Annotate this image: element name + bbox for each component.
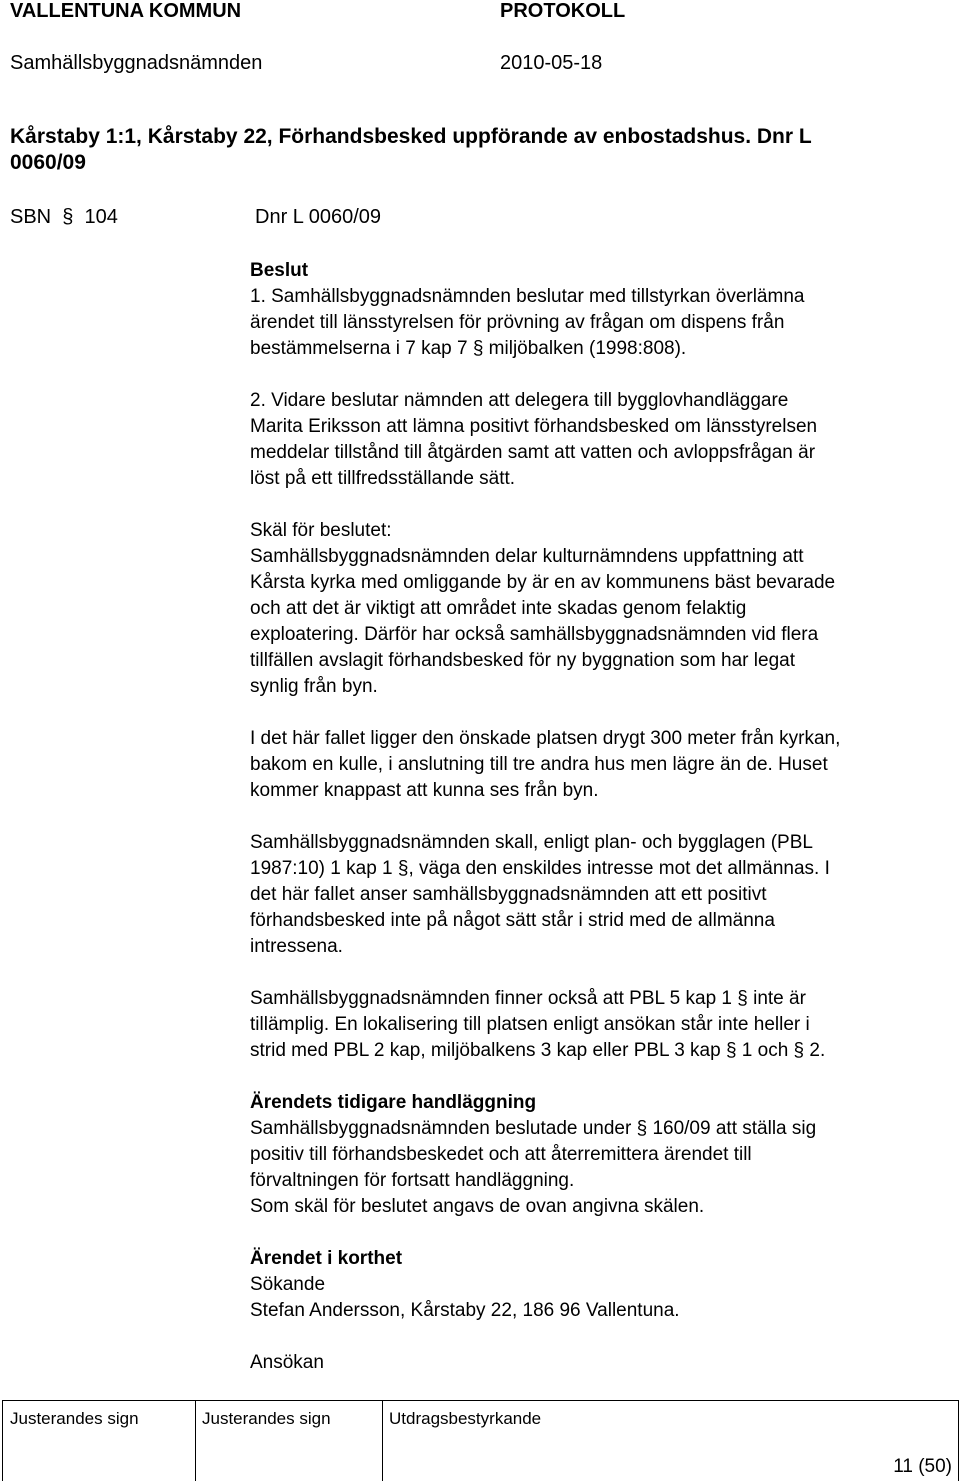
tidigare-section <box>250 1090 960 1220</box>
text-line: det här fallet anser samhällsbyggnadsnämnden att ett positivt <box>250 884 767 905</box>
skal-heading: Skäl för beslutet: <box>250 520 392 541</box>
dnr-reference: Dnr L 0060/09 <box>255 206 382 228</box>
text-line: strid med PBL 2 kap, miljöbalkens 3 kap eller PBL 3 kap § 1 och § 2. <box>250 1040 826 1061</box>
sokande-value: Stefan Andersson, Kårstaby 22, 186 96 Vallentuna. <box>250 1300 680 1321</box>
text-line: bakom en kulle, i anslutning till tre andra hus men lägre än de. Huset <box>250 754 828 775</box>
text-line: och att det är viktigt att området inte skadas genom felaktig <box>250 598 747 619</box>
signature-table <box>2 1400 959 1481</box>
text-line: ärendet till länsstyrelsen för prövning av frågan om dispens från <box>250 312 785 333</box>
text-line: förhandsbesked inte på något sätt står i strid med de allmänna <box>250 910 775 931</box>
beslut-item-2 <box>250 388 960 492</box>
organization-name: VALLENTUNA KOMMUN <box>10 0 242 22</box>
text-line: kommer knappast att kunna ses från byn. <box>250 780 599 801</box>
justerandes-sign-label: Justerandes sign <box>10 1409 139 1428</box>
sbn-number: 104 <box>84 206 118 228</box>
text-line: synlig från byn. <box>250 676 378 697</box>
sokande-label: Sökande <box>250 1274 326 1295</box>
text-line: 2. Vidare beslutar nämnden att delegera till bygglovhandläggare <box>250 390 789 411</box>
utdragsbestyrkande-label: Utdragsbestyrkande <box>389 1409 542 1428</box>
text-line: löst på ett tillfredsställande sätt. <box>250 468 516 489</box>
text-line: förvaltningen för fortsatt handläggning. <box>250 1170 575 1191</box>
text-line: Samhällsbyggnadsnämnden finner också att PBL 5 kap 1 § inte är <box>250 988 806 1009</box>
text-line: exploatering. Därför har också samhällsbyggnadsnämnden vid flera <box>250 624 819 645</box>
text-line: Marita Eriksson att lämna positivt förhandsbesked om länsstyrelsen <box>250 416 818 437</box>
text-line: positiv till förhandsbeskedet och att återremittera ärendet till <box>250 1144 752 1165</box>
skal-paragraph-4 <box>250 986 960 1064</box>
text-line: meddelar tillstånd till åtgärden samt att vatten och avloppsfrågan är <box>250 442 816 463</box>
skal-paragraph-2 <box>250 726 960 804</box>
tidigare-heading: Ärendets tidigare handläggning <box>250 1092 537 1113</box>
text-line: Samhällsbyggnadsnämnden delar kulturnämndens uppfattning att <box>250 546 804 567</box>
sbn-label: SBN <box>10 206 52 228</box>
section-sign-icon: § <box>56 206 79 228</box>
justerandes-sign-label: Justerandes sign <box>202 1409 331 1428</box>
beslut-heading: Beslut <box>250 260 309 281</box>
text-line: Som skäl för beslutet angavs de ovan angivna skälen. <box>250 1196 705 1217</box>
case-title-line2: 0060/09 <box>10 151 86 174</box>
text-line: tillfällen avslagit förhandsbesked för ny byggnation som har legat <box>250 650 795 671</box>
korthet-section <box>250 1246 960 1324</box>
text-line: Samhällsbyggnadsnämnden beslutade under § 160/09 att ställa sig <box>250 1118 817 1139</box>
signature-cell-1 <box>3 1401 196 1481</box>
meeting-date: 2010-05-18 <box>500 52 603 74</box>
case-title-line1: Kårstaby 1:1, Kårstaby 22, Förhandsbesked uppförande av enbostadshus. Dnr L <box>10 125 812 148</box>
text-line: I det här fallet ligger den önskade platsen drygt 300 meter från kyrkan, <box>250 728 841 749</box>
sbn-reference <box>10 206 118 229</box>
skal-section <box>250 518 960 700</box>
signature-cell-2 <box>195 1401 383 1481</box>
korthet-heading: Ärendet i korthet <box>250 1248 403 1269</box>
beslut-item-1 <box>250 284 960 362</box>
skal-paragraph-3 <box>250 830 960 960</box>
text-line: tillämplig. En lokalisering till platsen enligt ansökan står inte heller i <box>250 1014 810 1035</box>
text-line: bestämmelserna i 7 kap 7 § miljöbalken (1998:808). <box>250 338 687 359</box>
ansokan-label: Ansökan <box>250 1352 324 1373</box>
text-line: Kårsta kyrka med omliggande by är en av kommunens bäst bevarade <box>250 572 836 593</box>
text-line: Samhällsbyggnadsnämnden skall, enligt plan- och bygglagen (PBL <box>250 832 813 853</box>
document-type: PROTOKOLL <box>500 0 626 22</box>
board-name: Samhällsbyggnadsnämnden <box>10 52 263 74</box>
text-line: intressena. <box>250 936 343 957</box>
text-line: 1. Samhällsbyggnadsnämnden beslutar med tillstyrkan överlämna <box>250 286 805 307</box>
page-number: 11 (50) <box>893 1456 952 1477</box>
signature-cell-3 <box>382 1401 958 1481</box>
text-line: 1987:10) 1 kap 1 §, väga den enskildes intresse mot det allmännas. I <box>250 858 830 879</box>
